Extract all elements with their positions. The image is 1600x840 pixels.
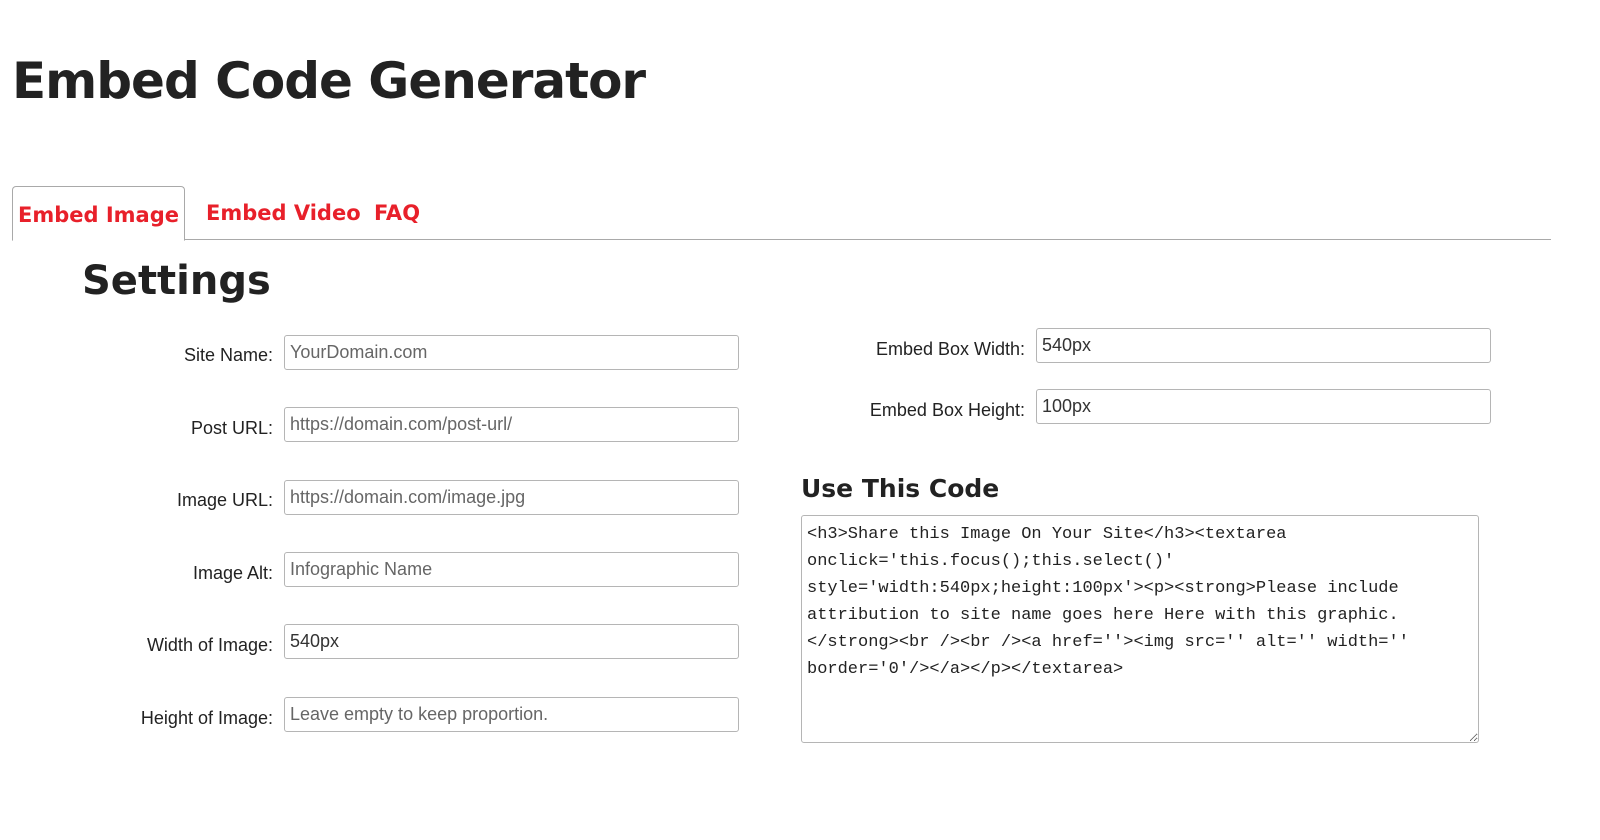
embed-box-width-label: Embed Box Width:: [875, 339, 1025, 359]
tab-embed-video[interactable]: Embed Video: [206, 201, 361, 225]
page-title: Embed Code Generator: [12, 52, 646, 110]
site-name-label: Site Name:: [183, 345, 273, 365]
post-url-input[interactable]: [284, 407, 739, 442]
tab-faq[interactable]: FAQ: [374, 201, 421, 225]
use-this-code-heading: Use This Code: [801, 474, 1000, 503]
image-width-input[interactable]: [284, 624, 739, 659]
image-height-input[interactable]: [284, 697, 739, 732]
site-name-input[interactable]: [284, 335, 739, 370]
settings-heading: Settings: [82, 258, 271, 304]
post-url-label: Post URL:: [190, 418, 273, 438]
tab-bar: [12, 186, 1551, 240]
image-url-input[interactable]: [284, 480, 739, 515]
image-url-label: Image URL:: [176, 490, 273, 510]
embed-box-height-label: Embed Box Height:: [869, 400, 1025, 420]
image-height-label: Height of Image:: [140, 708, 273, 728]
image-alt-label: Image Alt:: [192, 563, 273, 583]
embed-code-textarea[interactable]: [801, 515, 1479, 743]
image-width-label: Width of Image:: [146, 635, 273, 655]
image-alt-input[interactable]: [284, 552, 739, 587]
tab-embed-image[interactable]: Embed Image: [12, 186, 185, 241]
embed-box-height-input[interactable]: [1036, 389, 1491, 424]
embed-box-width-input[interactable]: [1036, 328, 1491, 363]
